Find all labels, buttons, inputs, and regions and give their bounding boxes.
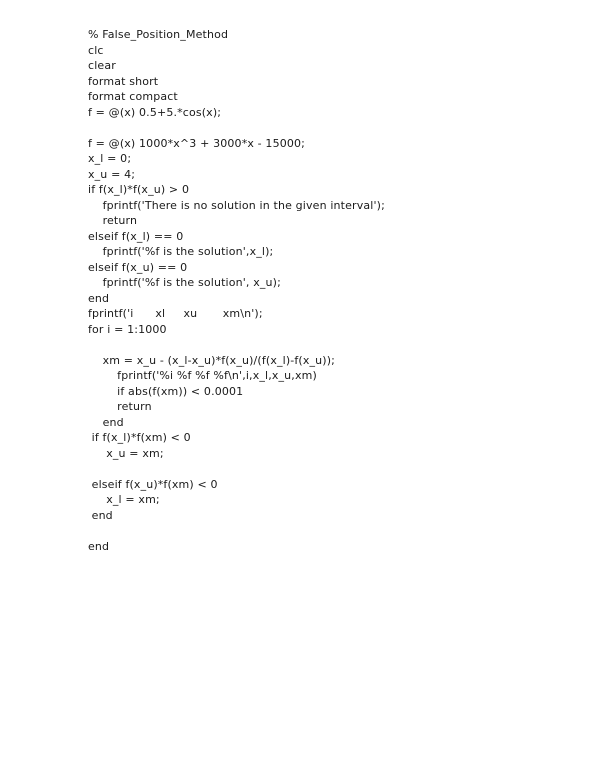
code-line: x_u = 4; (88, 167, 136, 181)
code-line: if f(x_l)*f(xm) < 0 (88, 431, 191, 444)
code-line: elseif f(x_u) == 0 (88, 260, 188, 274)
code-line: format short (88, 74, 159, 88)
code-line: f = @(x) 1000*x^3 + 3000*x - 15000; (88, 136, 306, 150)
code-line: end (88, 508, 113, 522)
code-line (88, 337, 568, 353)
code-line: x_u = xm; (88, 446, 164, 460)
code-line: fprintf('i xl xu xm\n'); (88, 307, 263, 320)
code-listing (88, 27, 568, 554)
code-line: return (88, 214, 138, 227)
code-line: if f(x_l)*f(x_u) > 0 (88, 183, 190, 196)
code-line: fprintf('There is no solution in the given interval'); (88, 198, 385, 212)
code-line: end (88, 415, 124, 429)
code-line: fprintf('%f is the solution',x_l); (88, 245, 274, 258)
code-line: end (88, 291, 110, 305)
code-line: fprintf('%f is the solution', x_u); (88, 276, 281, 289)
code-line: for i = 1:1000 (88, 322, 167, 336)
code-line: xm = x_u - (x_l-x_u)*f(x_u)/(f(x_l)-f(x_u)); (88, 353, 336, 367)
code-line: clear (88, 59, 116, 72)
code-line: f = @(x) 0.5+5.*cos(x); (88, 105, 222, 119)
code-line: clc (88, 43, 104, 57)
code-line: end (88, 539, 110, 553)
code-line: x_l = xm; (88, 493, 160, 506)
code-line: % False_Position_Method (88, 28, 229, 41)
code-line: elseif f(x_u)*f(xm) < 0 (88, 477, 218, 491)
code-line: x_l = 0; (88, 152, 132, 165)
code-line (88, 120, 568, 136)
code-line: if abs(f(xm)) < 0.0001 (88, 384, 244, 398)
code-line: fprintf('%i %f %f %f\n',i,x_l,x_u,xm) (88, 369, 317, 382)
code-line: elseif f(x_l) == 0 (88, 229, 184, 243)
code-line: return (88, 400, 152, 413)
code-line (88, 461, 568, 477)
code-line (88, 523, 568, 539)
code-line: format compact (88, 90, 178, 103)
